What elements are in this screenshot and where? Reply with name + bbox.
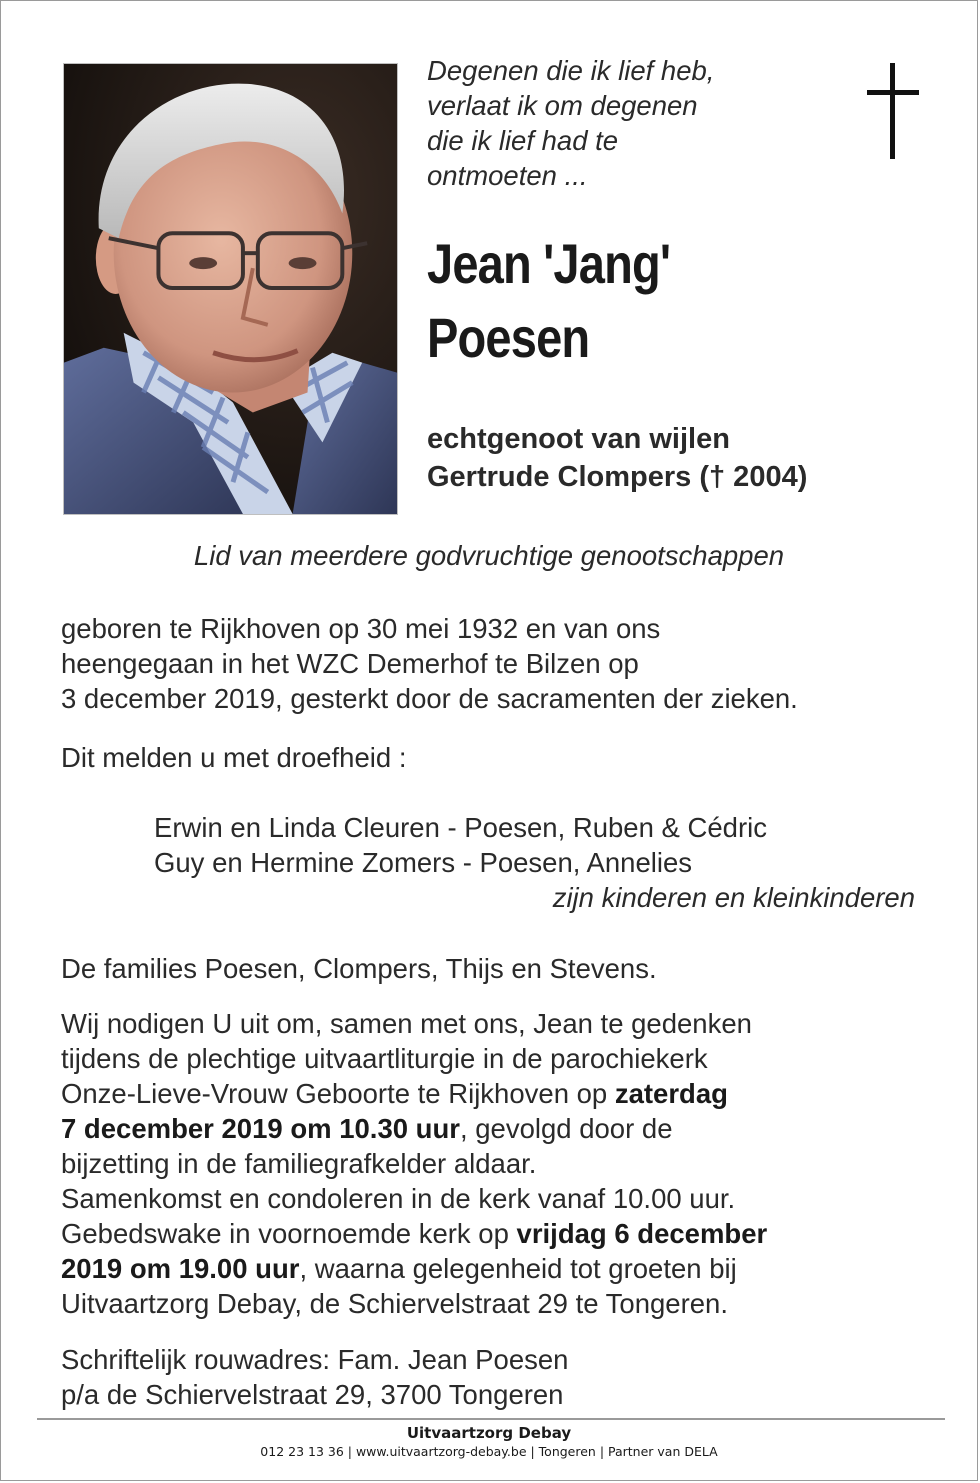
funeral-day: zaterdag [614, 1078, 728, 1109]
vigil-day: vrijdag 6 december [516, 1218, 768, 1249]
spouse-info [427, 420, 807, 496]
spouse-line-2: Gertrude Clompers († 2004) [427, 461, 808, 493]
family-list [154, 810, 767, 880]
name-line-1: Jean 'Jang' [427, 232, 671, 295]
text-span: Onze-Lieve-Vrouw Geboorte te Rijkhoven op [61, 1078, 615, 1109]
family-line: Guy en Hermine Zomers - Poesen, Annelies [154, 847, 693, 878]
text-line: Schriftelijk rouwadres: Fam. Jean Poesen [61, 1344, 569, 1375]
text-line: geboren te Rijkhoven op 30 mei 1932 en van ons [61, 613, 661, 644]
text-line: heengegaan in het WZC Demerhof te Bilzen op [61, 648, 639, 679]
quote-line: die ik lief had te [427, 125, 619, 156]
family-relation: zijn kinderen en kleinkinderen [552, 882, 915, 913]
text-line: Uitvaartzorg Debay, de Schiervelstraat 29 te Tongeren. [61, 1288, 728, 1319]
text-span: , gevolgd door de [459, 1113, 673, 1144]
text-line: p/a de Schiervelstraat 29, 3700 Tongeren [61, 1379, 564, 1410]
text-line: tijdens de plechtige uitvaartliturgie in de parochiekerk [61, 1043, 708, 1074]
ceremony-text [61, 1006, 767, 1321]
footer-divider [37, 1418, 945, 1420]
text-line [61, 1111, 767, 1146]
funeral-datetime: 7 december 2019 om 10.30 uur [61, 1113, 460, 1144]
footer-contact-info: 012 23 13 36 | www.uitvaartzorg-debay.be | Tongeren | Partner van DELA [260, 1444, 718, 1459]
cross-icon [863, 63, 923, 159]
membership-line: Lid van meerdere godvruchtige genootschappen [193, 540, 785, 571]
text-line [61, 1251, 767, 1286]
quote-line: Degenen die ik lief heb, [427, 55, 715, 86]
text-line: bijzetting in de familiegrafkelder aldaar. [61, 1148, 537, 1179]
extended-families [61, 951, 657, 986]
vigil-datetime: 2019 om 19.00 uur [61, 1253, 300, 1284]
text-line: De families Poesen, Clompers, Thijs en Stevens. [61, 953, 657, 984]
announcement-intro [61, 740, 406, 775]
portrait-photo [63, 63, 398, 515]
quote-line: ontmoeten ... [427, 160, 588, 191]
memorial-quote [427, 53, 827, 193]
text-span: , waarna gelegenheid tot groeten bij [299, 1253, 737, 1284]
name-line-2: Poesen [427, 306, 590, 369]
footer-company: Uitvaartzorg Debay [406, 1424, 572, 1442]
spouse-line-1: echtgenoot van wijlen [427, 423, 730, 455]
text-line: Samenkomst en condoleren in de kerk vanaf 10.00 uur. [61, 1183, 736, 1214]
text-span: Gebedswake in voornoemde kerk op [61, 1218, 517, 1249]
birth-death-text [61, 611, 798, 716]
text-line [61, 1216, 767, 1251]
quote-line: verlaat ik om degenen [427, 90, 698, 121]
deceased-name [427, 227, 670, 375]
mourning-address [61, 1342, 568, 1412]
text-line: Wij nodigen U uit om, samen met ons, Jean te gedenken [61, 1008, 752, 1039]
text-line: Dit melden u met droefheid : [61, 742, 407, 773]
family-line: Erwin en Linda Cleuren - Poesen, Ruben & Cédric [154, 812, 767, 843]
text-line: 3 december 2019, gesterkt door de sacramenten der zieken. [61, 683, 798, 714]
text-line [61, 1076, 767, 1111]
